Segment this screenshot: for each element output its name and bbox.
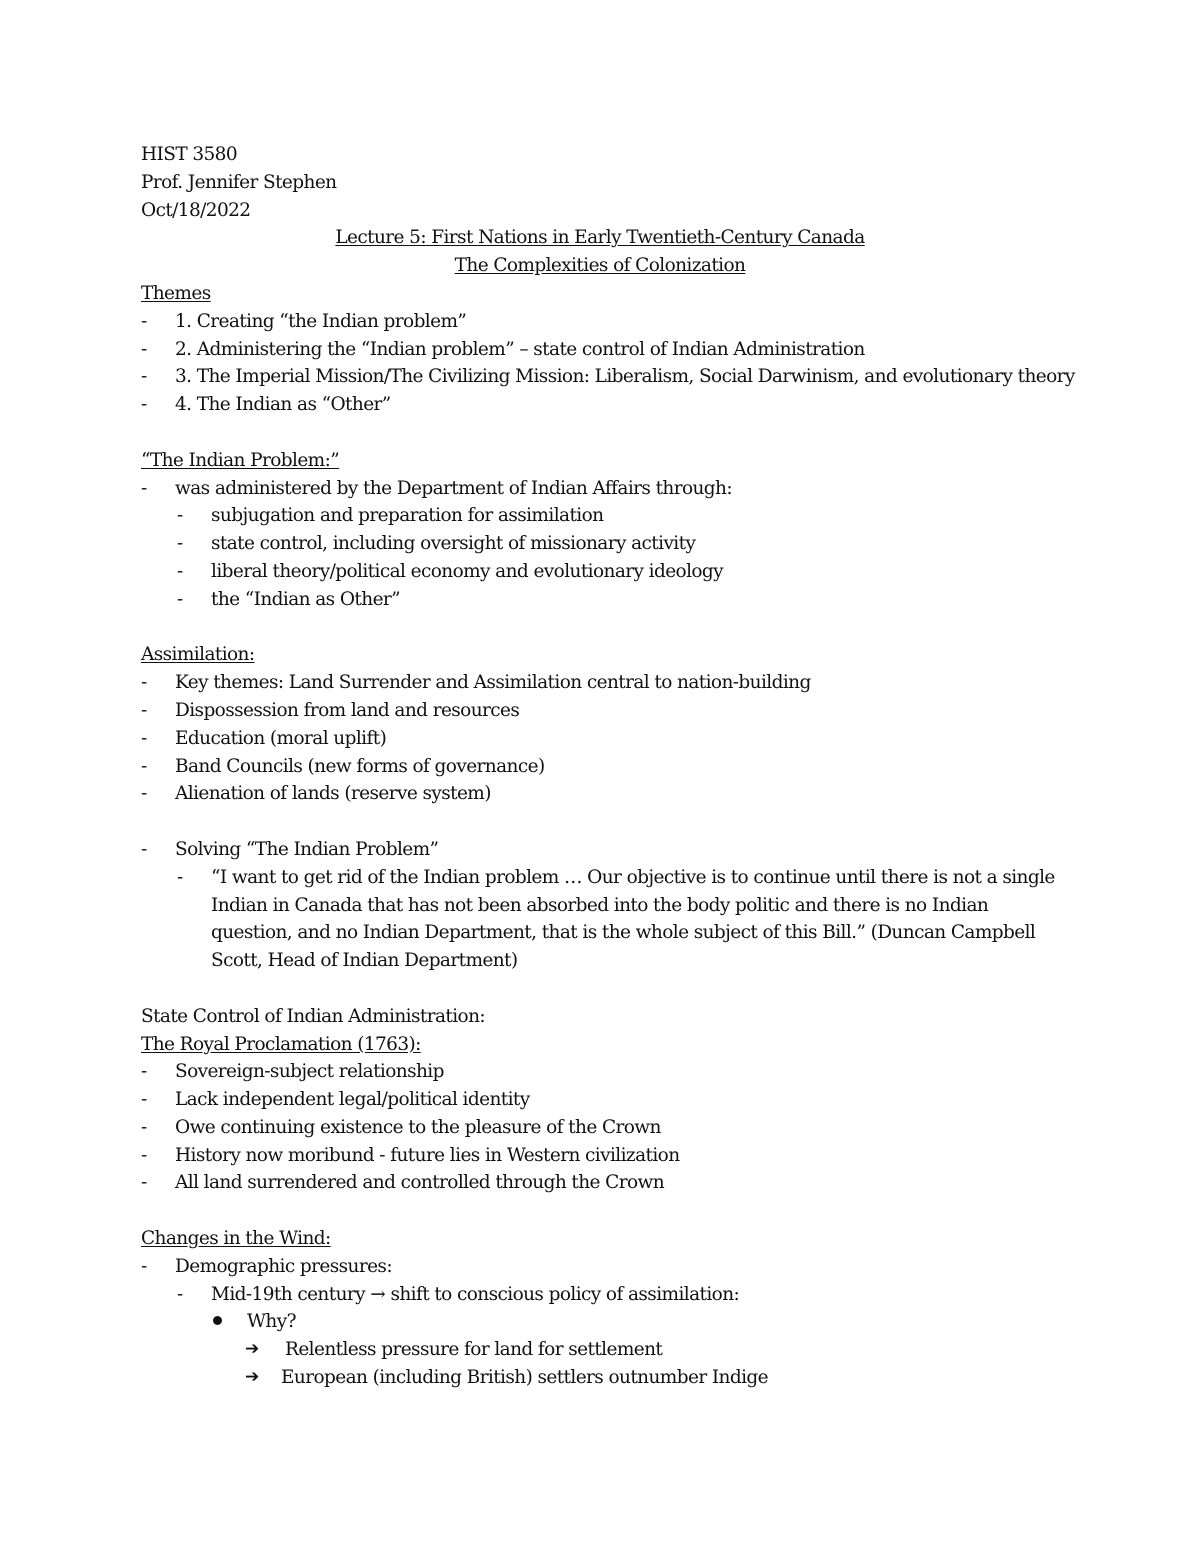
theme-item: - 3. The Imperial Mission/The Civilizing Mission: Liberalism, Social Darwinism, and evolutionary theory	[141, 366, 1075, 388]
assimilation-heading: Assimilation:	[141, 644, 255, 666]
scott-quote: - “I want to get rid of the Indian problem … Our objective is to continue until there is not a single Indian in Canada that has not been absorbed into the body politic and there is no Indian question, and no Indian Department, that is the whole subject of this Bill.” (Duncan Campbell Scott, Head of Indian Department)	[141, 864, 1053, 975]
solving-item: - Solving “The Indian Problem”	[141, 838, 439, 860]
proclamation-item: - Lack independent legal/political identity	[141, 1089, 530, 1111]
bullet-icon	[213, 1308, 222, 1336]
indian-problem-heading: “The Indian Problem:”	[141, 449, 340, 471]
quote-line: Scott, Head of Indian Department)	[211, 950, 518, 972]
lecture-notes	[141, 141, 1075, 1392]
changes-sub-item: - Mid-19th century → shift to conscious policy of assimilation:	[177, 1283, 740, 1305]
course-code: HIST 3580	[141, 144, 238, 165]
arrow-item: ➔ European (including British) settlers outnumber Indige	[141, 1364, 1061, 1392]
proclamation-item: - Owe continuing existence to the pleasure of the Crown	[141, 1116, 661, 1138]
assimilation-item: - Band Councils (new forms of governance)	[141, 755, 545, 777]
assimilation-item: - Education (moral uplift)	[141, 727, 387, 749]
lecture-title: Lecture 5: First Nations in Early Twentieth-Century Canada	[335, 227, 865, 249]
lecture-date: Oct/18/2022	[141, 199, 251, 221]
quote-line: question, and no Indian Department, that is the whole subject of this Bill.” (Duncan Campbell	[211, 922, 1036, 944]
theme-item: - 2. Administering the “Indian problem” – state control of Indian Administration	[141, 338, 865, 360]
indian-problem-item: - state control, including oversight of missionary activity	[177, 533, 696, 555]
why-item: Why?	[141, 1308, 1061, 1336]
arrow-item: ➔ Relentless pressure for land for settlement	[141, 1336, 1061, 1364]
lecture-subtitle: The Complexities of Colonization	[454, 255, 746, 277]
indian-problem-intro: - was administered by the Department of Indian Affairs through:	[141, 477, 732, 499]
theme-item: - 1. Creating “the Indian problem”	[141, 310, 467, 332]
proclamation-item: - History now moribund - future lies in Western civilization	[141, 1144, 680, 1166]
royal-proclamation-heading: The Royal Proclamation (1763):	[141, 1033, 421, 1055]
themes-heading: Themes	[141, 282, 211, 304]
assimilation-item: - Dispossession from land and resources	[141, 699, 520, 721]
state-control-heading: State Control of Indian Administration:	[141, 1005, 486, 1027]
changes-item: - Demographic pressures:	[141, 1255, 392, 1277]
indian-problem-item: - the “Indian as Other”	[177, 588, 401, 610]
proclamation-item: - Sovereign-subject relationship	[141, 1061, 444, 1083]
assimilation-item: - Key themes: Land Surrender and Assimilation central to nation-building	[141, 672, 811, 694]
theme-item: - 4. The Indian as “Other”	[141, 394, 391, 416]
indian-problem-item: - subjugation and preparation for assimilation	[177, 505, 604, 527]
arrow-right-icon: ➔	[245, 1367, 259, 1388]
proclamation-item: - All land surrendered and controlled through the Crown	[141, 1172, 665, 1194]
arrow-right-icon: ➔	[245, 1339, 259, 1360]
quote-line: “I want to get rid of the Indian problem … Our objective is to continue until there is not a single	[211, 866, 1055, 888]
professor-name: Prof. Jennifer Stephen	[141, 171, 337, 193]
indian-problem-item: - liberal theory/political economy and evolutionary ideology	[177, 560, 724, 582]
changes-heading: Changes in the Wind:	[141, 1228, 331, 1250]
quote-line: Indian in Canada that has not been absorbed into the body politic and there is no Indian	[211, 894, 989, 916]
assimilation-item: - Alienation of lands (reserve system)	[141, 783, 491, 805]
